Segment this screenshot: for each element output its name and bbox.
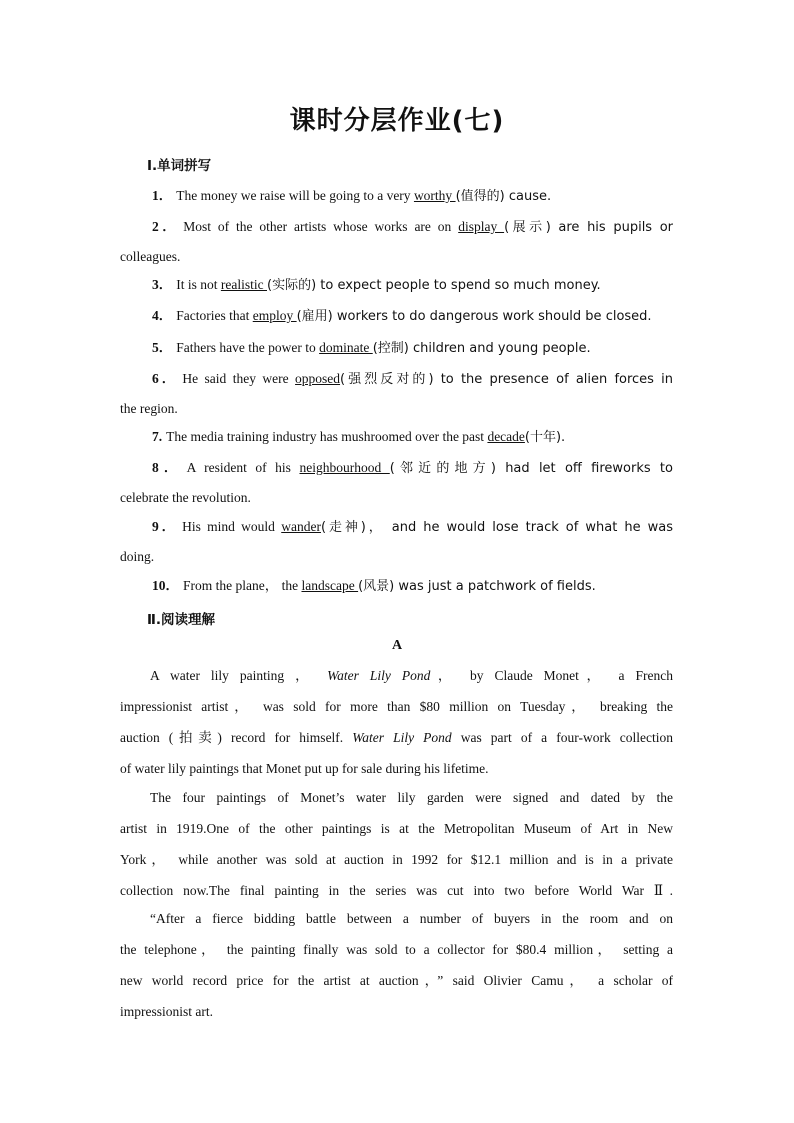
item-number: 10． xyxy=(152,578,179,593)
item-number: 4． xyxy=(152,308,173,323)
answer-word: neighbourhood xyxy=(299,460,390,475)
paragraph-2 xyxy=(120,782,673,906)
answer-word: display xyxy=(458,219,505,234)
spelling-item-5 xyxy=(120,333,673,363)
item-number: 5． xyxy=(152,340,173,355)
paragraph-line: collection now.The final painting in the series was cut into two before World War Ⅱ. xyxy=(120,883,673,898)
answer-word: worthy xyxy=(413,188,456,203)
item-text-after: (值得的) cause. xyxy=(455,189,552,204)
spelling-item-8 xyxy=(120,453,673,512)
paragraph-1 xyxy=(120,660,673,784)
spelling-item-7 xyxy=(120,422,673,452)
item-text-before: Factories that xyxy=(176,308,253,323)
item-number: 7. xyxy=(152,429,163,444)
spelling-item-6 xyxy=(120,364,673,423)
paragraph-line: the telephone， the painting finally was sold to a collector for $80.4 million， setting a xyxy=(120,942,673,957)
answer-word: realistic xyxy=(220,277,267,292)
item-text-before: The media training industry has mushroomed over the past xyxy=(166,429,488,444)
item-text-before: His mind would xyxy=(182,519,282,534)
item-text-after: (走神)， and he would lose track of what he was xyxy=(320,520,674,535)
item-number: 6． xyxy=(152,371,179,386)
item-text-after: (展示) are his pupils or xyxy=(504,220,674,235)
answer-word: decade xyxy=(487,429,525,444)
item-text-before: He said they were xyxy=(182,371,296,386)
answer-word: dominate xyxy=(319,340,373,355)
spelling-item-3 xyxy=(120,270,673,300)
item-text-before: Fathers have the power to xyxy=(176,340,320,355)
spelling-item-4 xyxy=(120,301,673,331)
item-text-before: It is not xyxy=(176,277,221,292)
paragraph-line: of water lily paintings that Monet put up for sale during his lifetime. xyxy=(120,761,489,776)
item-number: 9． xyxy=(152,519,179,534)
item-continuation: the region. xyxy=(120,401,178,416)
item-text-before: The money we raise will be going to a very xyxy=(176,188,414,203)
item-text-after: (控制) children and young people. xyxy=(372,341,591,356)
item-number: 2． xyxy=(152,219,180,234)
answer-word: opposed xyxy=(295,371,341,386)
paragraph-line: York， while another was sold at auction in 1992 for $12.1 million and is in a private xyxy=(120,852,673,867)
item-number: 3． xyxy=(152,277,173,292)
answer-word: employ xyxy=(252,308,297,323)
answer-word: wander xyxy=(281,519,321,534)
paragraph-line: “After a fierce bidding battle between a number of buyers in the room and on xyxy=(150,911,673,926)
item-text-after: (强烈反对的) to the presence of alien forces in xyxy=(340,372,673,387)
item-text-after: (十年). xyxy=(524,430,566,445)
paragraph-line: A water lily painting ， Water Lily Pond， by Claude Monet， a French xyxy=(150,668,673,683)
painting-title: Water Lily Pond xyxy=(352,730,452,745)
item-continuation: colleagues. xyxy=(120,249,181,264)
section-heading-reading: Ⅱ.阅读理解 xyxy=(147,612,216,628)
item-text-after: (邻近的地方) had let off fireworks to xyxy=(389,461,673,476)
paragraph-3 xyxy=(120,903,673,1027)
paragraph-line: auction (拍卖) record for himself. Water Lily Pond was part of a four-work collection xyxy=(120,730,673,745)
item-number: 1． xyxy=(152,188,173,203)
paragraph-line: new world record price for the artist at auction，” said Olivier Camu， a scholar of xyxy=(120,973,673,988)
item-text-before: A resident of his xyxy=(186,460,300,475)
spelling-item-9 xyxy=(120,512,673,571)
section-heading-spelling: Ⅰ.单词拼写 xyxy=(147,158,212,174)
painting-title: Water Lily Pond xyxy=(327,668,431,683)
item-text-before: Most of the other artists whose works are on xyxy=(183,219,459,234)
spelling-item-1 xyxy=(120,181,673,211)
paragraph-line: The four paintings of Monet’s water lily garden were signed and dated by the xyxy=(150,790,673,805)
paragraph-line: impressionist artist， was sold for more than $80 million on Tuesday， breaking the xyxy=(120,699,673,714)
item-text-after: (实际的) to expect people to spend so much money. xyxy=(267,278,601,293)
item-text-before: From the plane， the xyxy=(183,578,302,593)
item-continuation: doing. xyxy=(120,549,155,564)
passage-heading: A xyxy=(391,638,403,653)
spelling-item-10 xyxy=(120,571,673,601)
paragraph-line: impressionist art. xyxy=(120,1004,213,1019)
spelling-item-2 xyxy=(120,212,673,271)
item-continuation: celebrate the revolution. xyxy=(120,490,251,505)
item-text-after: (风景) was just a patchwork of fields. xyxy=(358,579,596,594)
paragraph-line: artist in 1919.One of the other paintings is at the Metropolitan Museum of Art in New xyxy=(120,821,673,836)
page-title: 课时分层作业(七) xyxy=(289,106,505,136)
answer-word: landscape xyxy=(301,578,359,593)
item-text-after: (雇用) workers to do dangerous work should be closed. xyxy=(296,309,652,324)
item-number: 8． xyxy=(152,460,183,475)
